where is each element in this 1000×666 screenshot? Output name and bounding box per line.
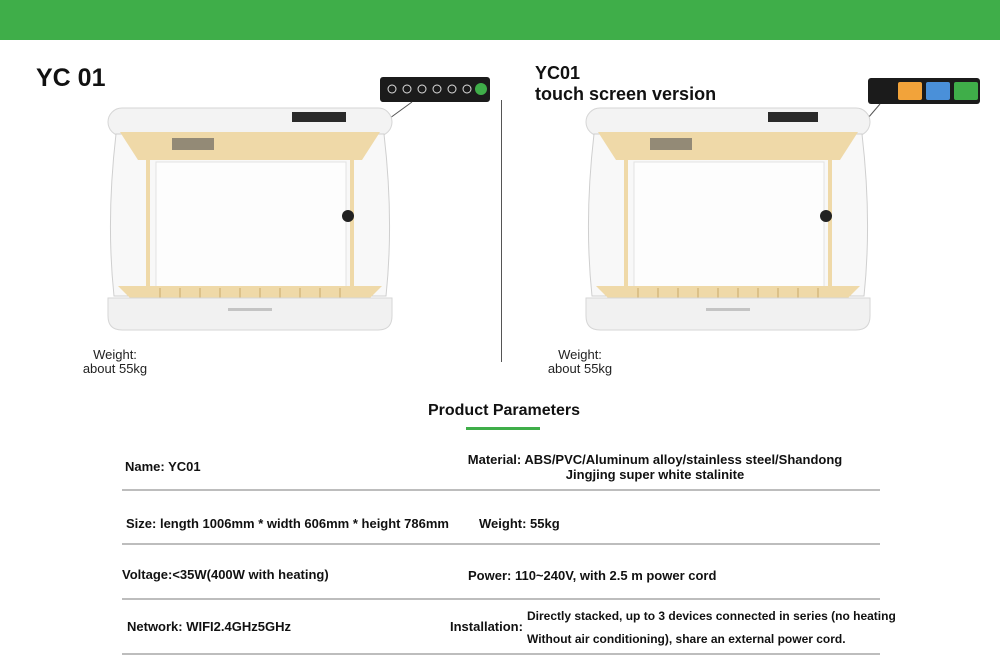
param-material	[450, 452, 860, 482]
right-device-image	[578, 70, 988, 345]
param-name: Name: YC01	[125, 459, 201, 474]
vertical-divider	[501, 100, 502, 362]
param-size: Size: length 1006mm * width 606mm * height 786mm	[126, 516, 449, 531]
row-divider	[122, 653, 880, 655]
param-installation-label: Installation:	[450, 619, 523, 634]
param-installation	[527, 605, 896, 651]
weight-label: Weight:	[93, 347, 137, 362]
top-green-bar	[0, 0, 1000, 40]
right-title-line2: touch screen version	[535, 84, 717, 104]
weight-value: about 55kg	[547, 361, 613, 376]
weight-label: Weight:	[558, 347, 602, 362]
left-device-image	[100, 70, 500, 345]
param-voltage: Voltage:<35W(400W with heating)	[122, 567, 329, 582]
installation-line1: Directly stacked, up to 3 devices connected in series (no heating	[527, 609, 896, 623]
right-title-line1: YC01	[535, 63, 581, 83]
row-divider	[122, 489, 880, 491]
material-line2: Jingjing super white stalinite	[565, 467, 745, 482]
control-panel	[380, 77, 490, 102]
row-divider	[122, 543, 880, 545]
left-product-title: YC 01	[36, 64, 106, 92]
param-network: Network: WIFI2.4GHz5GHz	[127, 619, 291, 634]
right-weight-label	[535, 348, 625, 376]
param-power: Power: 110~240V, with 2.5 m power cord	[468, 568, 717, 583]
parameters-title: Product Parameters	[427, 402, 581, 419]
power-status-icon	[475, 83, 487, 95]
param-weight: Weight: 55kg	[479, 516, 560, 531]
weight-value: about 55kg	[82, 361, 148, 376]
material-line1: Material: ABS/PVC/Aluminum alloy/stainless steel/Shandong	[467, 452, 843, 467]
parameters-title-underline	[466, 427, 540, 430]
row-divider	[122, 598, 880, 600]
installation-line2: Without air conditioning), share an external power cord.	[527, 632, 846, 646]
left-weight-label	[70, 348, 160, 376]
